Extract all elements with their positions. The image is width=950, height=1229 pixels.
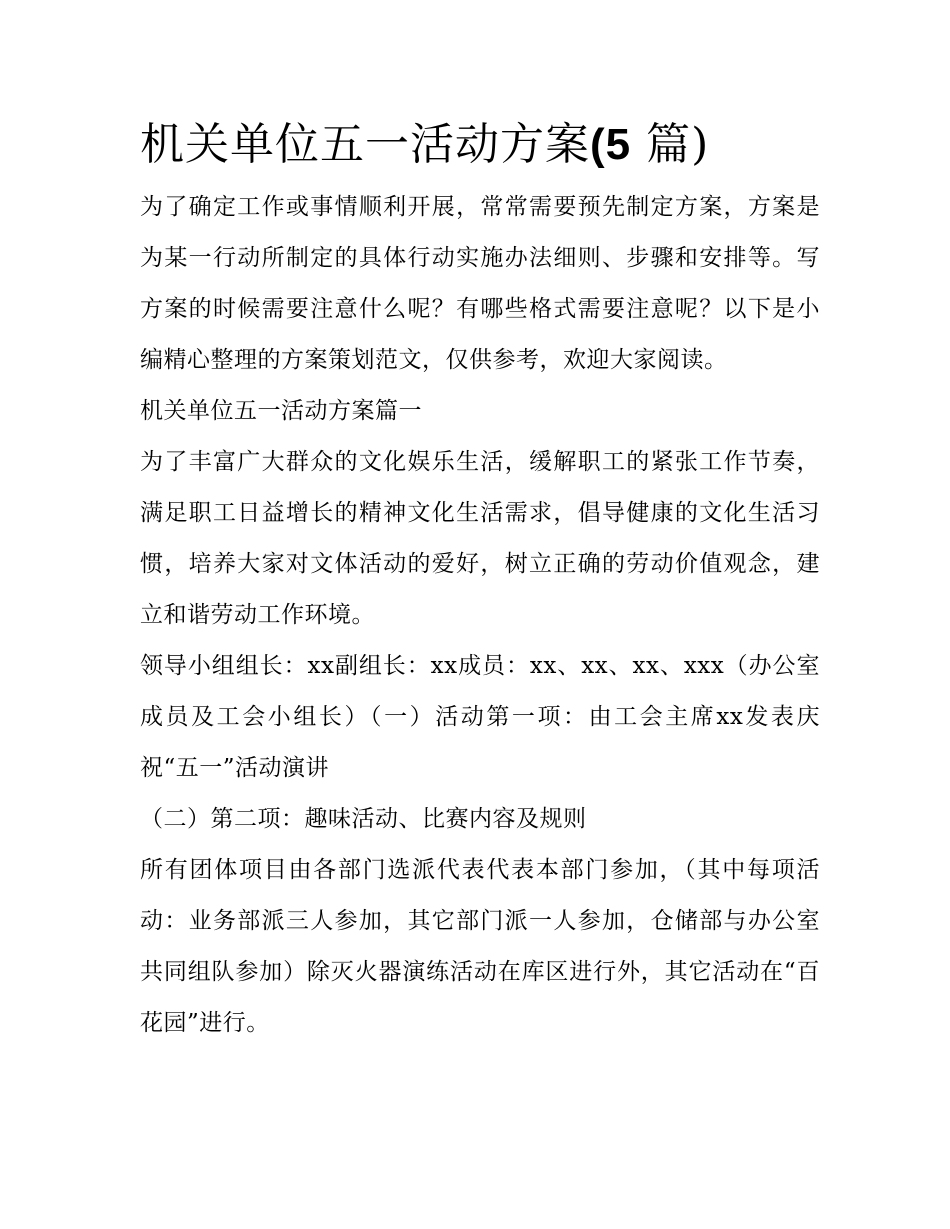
document-page [140,112,820,1049]
document-title [140,112,820,178]
participation-paragraph: 所有团体项目由各部门选派代表代表本部门参加，（其中每项活动：业务部派三人参加，其它部门派一人参加，仓储部与办公室共同组队参加）除灭火器演练活动在库区进行外，其它活动在“百花园”进行。 [140,857,820,1036]
title-main: 机关单位五一活动方案 [140,119,590,170]
title-end: 篇) [646,119,710,170]
item-two-paragraph: （二）第二项：趣味活动、比赛内容及规则 [140,806,587,832]
section-heading-1: 机关单位五一活动方案篇一 [140,398,422,424]
purpose-paragraph: 为了丰富广大群众的文化娱乐生活，缓解职工的紧张工作节奏，满足职工日益增长的精神文化生活需求，倡导健康的文化生活习惯，培养大家对文体活动的爱好，树立正确的劳动价值观念，建立和谐劳动工作环境。 [140,449,820,628]
leadership-paragraph: 领导小组组长：xx副组长：xx成员：xx、xx、xx、xxx（办公室成员及工会小组长）（一）活动第一项：由工会主席xx发表庆祝“五一”活动演讲 [140,653,820,781]
intro-paragraph: 为了确定工作或事情顺利开展，常常需要预先制定方案，方案是为某一行动所制定的具体行动实施办法细则、步骤和安排等。写方案的时候需要注意什么呢？有哪些格式需要注意呢？以下是小编精心整理的方案策划范文，仅供参考，欢迎大家阅读。 [140,194,820,373]
title-count: (5 [590,120,632,169]
